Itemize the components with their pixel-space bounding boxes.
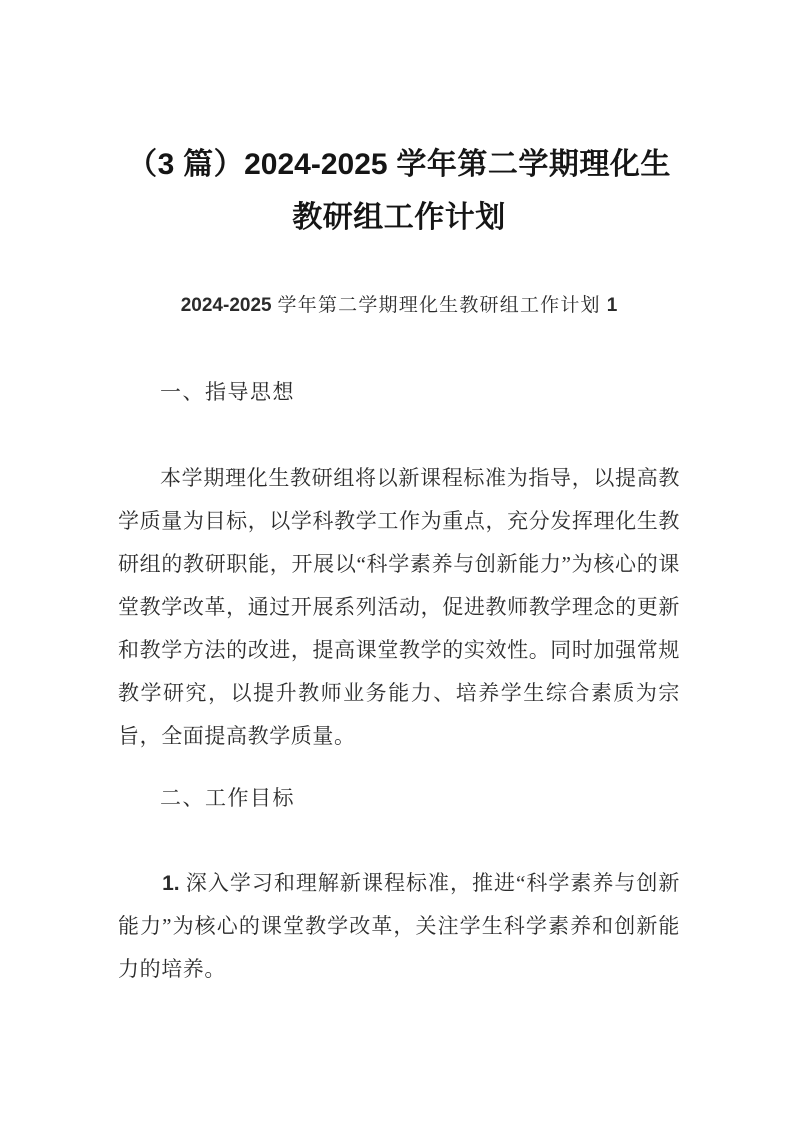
document-subtitle: 2024-2025 学年第二学期理化生教研组工作计划 1 — [180, 295, 618, 316]
section-heading-guiding-ideology: 一、指导思想 — [160, 380, 295, 404]
section-paragraph-work-goals-item-1: 1. 深入学习和理解新课程标准，推进“科学素养与创新能力”为核心的课堂教学改革，关注学生科学素养和创新能力的培养。 — [118, 871, 680, 981]
section-paragraph-guiding-ideology: 本学期理化生教研组将以新课程标准为指导，以提高教学质量为目标，以学科教学工作为重点，充分发挥理化生教研组的教研职能，开展以“科学素养与创新能力”为核心的课堂教学改革，通过开展系列活动，促进教师教学理念的更新和教学方法的改进，提高课堂教学的实效性。同时加强常规教学研究，以提升教师业务能力、培养学生综合素质为宗旨，全面提高教学质量。 — [118, 466, 680, 748]
section-heading-work-goals: 二、工作目标 — [160, 786, 295, 810]
page-title: （3 篇）2024-2025 学年第二学期理化生教研组工作计划 — [127, 148, 671, 235]
